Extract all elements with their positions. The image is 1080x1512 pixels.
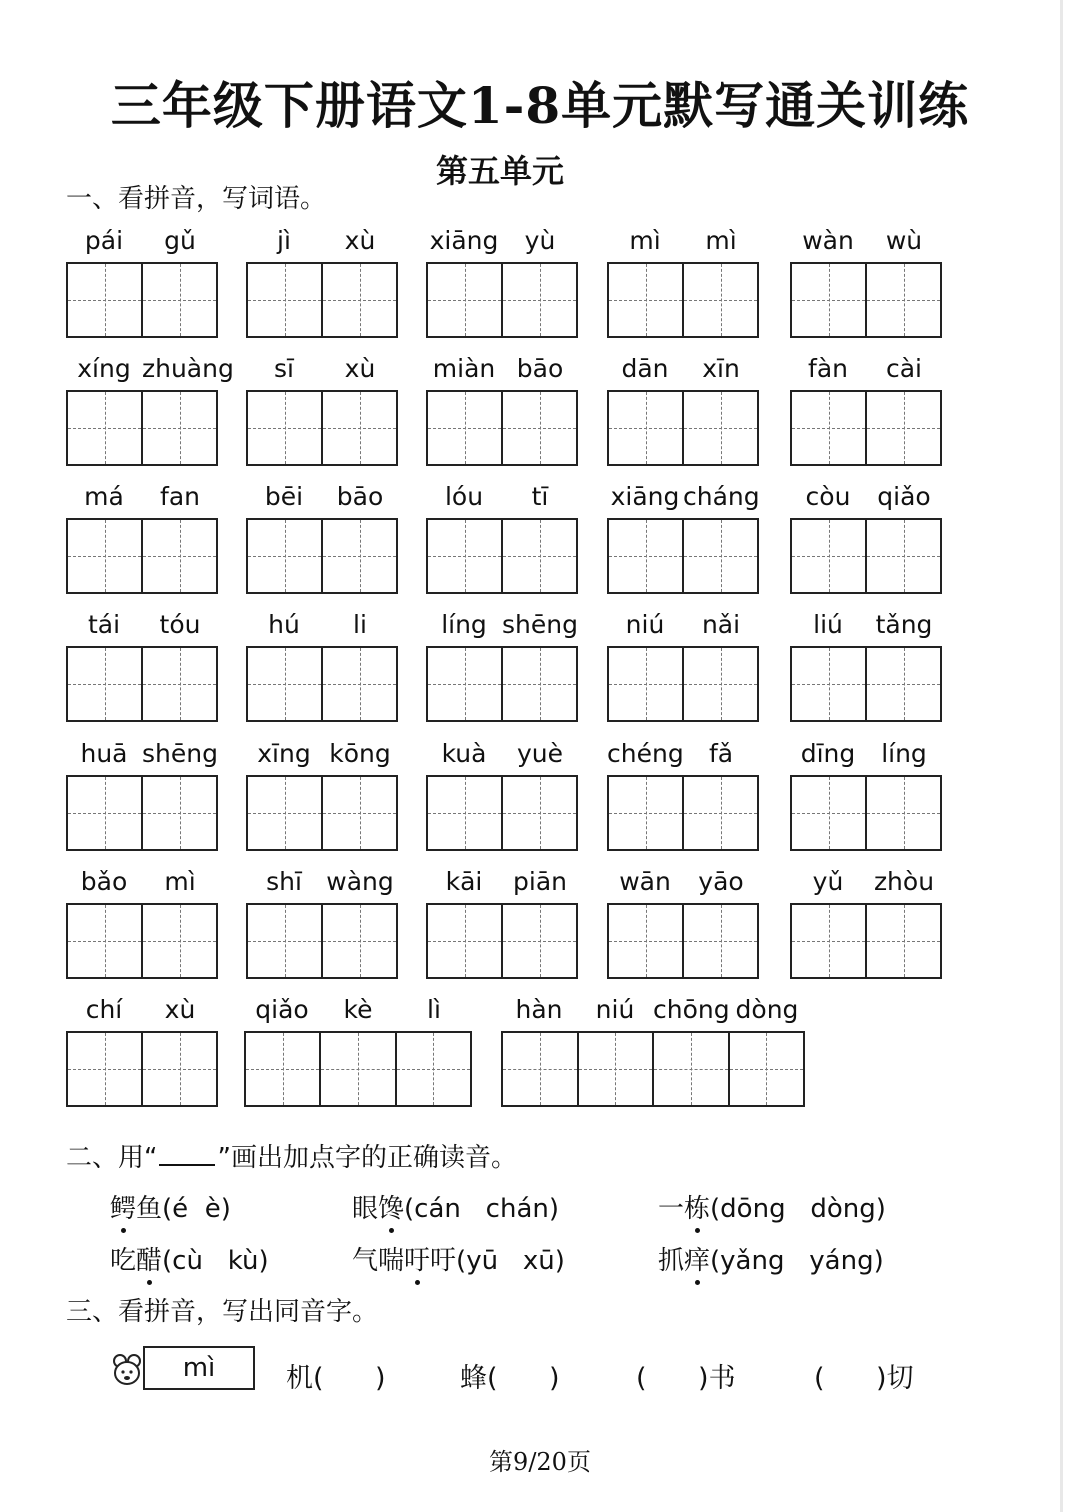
dotted-character xyxy=(684,1194,710,1224)
reading-choice-item xyxy=(352,1188,559,1225)
pinyin-syllable: dīng xyxy=(800,739,856,768)
writing-grid[interactable] xyxy=(246,646,398,722)
dotted-character xyxy=(378,1194,404,1224)
pinyin-syllable: liú xyxy=(813,610,843,639)
writing-cell[interactable] xyxy=(248,520,323,592)
writing-grid[interactable] xyxy=(246,518,398,594)
writing-cell[interactable] xyxy=(503,648,576,720)
writing-cell[interactable] xyxy=(428,392,503,464)
word-suffix: 鱼 xyxy=(136,1194,163,1224)
pinyin-syllable: niú xyxy=(595,995,635,1024)
pinyin-syllable: má xyxy=(84,482,124,511)
pinyin-syllable: líng xyxy=(441,610,487,639)
page-edge xyxy=(1060,0,1063,1512)
pinyin-syllable: kuà xyxy=(441,739,487,768)
writing-cell[interactable] xyxy=(143,264,216,336)
writing-grid[interactable] xyxy=(426,390,578,466)
pinyin-syllable: tī xyxy=(531,482,549,511)
writing-grid[interactable] xyxy=(66,1031,218,1107)
homophone-blank[interactable]: ( )书 xyxy=(636,1363,736,1394)
writing-grid[interactable] xyxy=(790,262,942,338)
homophone-pinyin-box: mì xyxy=(143,1346,255,1390)
writing-grid[interactable] xyxy=(66,262,218,338)
section2-heading-suffix: ”画出加点字的正确读音。 xyxy=(217,1143,517,1173)
writing-cell[interactable] xyxy=(609,648,684,720)
writing-cell[interactable] xyxy=(428,264,503,336)
pinyin-syllable: xíng xyxy=(77,354,131,383)
pinyin-syllable: lì xyxy=(427,995,441,1024)
writing-cell[interactable] xyxy=(503,264,576,336)
writing-cell[interactable] xyxy=(792,777,867,849)
pinyin-syllable: miàn xyxy=(432,354,496,383)
writing-cell[interactable] xyxy=(579,1033,655,1105)
pinyin-syllable: li xyxy=(353,610,367,639)
pinyin-syllable: mì xyxy=(164,867,196,896)
writing-grid[interactable] xyxy=(607,775,759,851)
reading-choice-item xyxy=(110,1188,231,1225)
pinyin-syllable: shēng xyxy=(142,739,218,768)
pinyin-syllable: tǎng xyxy=(875,610,933,639)
pinyin-syllable: kāi xyxy=(445,867,483,896)
pinyin-syllable: xiāng xyxy=(429,226,499,255)
section2-heading xyxy=(66,1137,517,1174)
writing-cell[interactable] xyxy=(428,777,503,849)
writing-cell[interactable] xyxy=(68,520,143,592)
reading-options[interactable]: (yǎng yáng) xyxy=(710,1246,884,1276)
dotted-character xyxy=(110,1194,136,1224)
pinyin-syllable: nǎi xyxy=(701,610,741,639)
pinyin-syllable: chéng xyxy=(607,739,684,768)
writing-cell[interactable] xyxy=(792,905,867,977)
pinyin-syllable: kè xyxy=(343,995,373,1024)
reading-choice-item xyxy=(352,1240,565,1277)
reading-options[interactable]: (dōng dòng) xyxy=(710,1194,886,1224)
writing-cell[interactable] xyxy=(428,520,503,592)
pinyin-syllable: xù xyxy=(344,354,376,383)
writing-cell[interactable] xyxy=(609,392,684,464)
writing-cell[interactable] xyxy=(503,520,576,592)
writing-grid[interactable] xyxy=(244,1031,472,1107)
writing-grid[interactable] xyxy=(790,390,942,466)
pinyin-syllable: zhòu xyxy=(873,867,935,896)
pinyin-syllable: kōng xyxy=(329,739,391,768)
pinyin-syllable: cài xyxy=(885,354,922,383)
writing-cell[interactable] xyxy=(684,264,757,336)
pinyin-syllable: bēi xyxy=(264,482,304,511)
pinyin-syllable: zhuàng xyxy=(142,354,234,383)
pinyin-syllable: mì xyxy=(705,226,737,255)
pinyin-syllable: tóu xyxy=(159,610,201,639)
pinyin-syllable: huā xyxy=(80,739,128,768)
writing-cell[interactable] xyxy=(68,264,143,336)
writing-cell[interactable] xyxy=(68,905,143,977)
dotted-character-text: 醋 xyxy=(136,1246,163,1276)
writing-grid[interactable] xyxy=(246,903,398,979)
writing-grid[interactable] xyxy=(66,903,218,979)
writing-cell[interactable] xyxy=(609,905,684,977)
dotted-character xyxy=(684,1246,710,1276)
writing-cell[interactable] xyxy=(68,777,143,849)
writing-cell[interactable] xyxy=(684,392,757,464)
writing-grid[interactable] xyxy=(66,775,218,851)
writing-cell[interactable] xyxy=(143,520,216,592)
reading-choice-item xyxy=(658,1188,886,1225)
word-prefix: 眼 xyxy=(352,1194,379,1224)
writing-cell[interactable] xyxy=(397,1033,470,1105)
writing-grid[interactable] xyxy=(426,262,578,338)
writing-grid[interactable] xyxy=(501,1031,805,1107)
pinyin-syllable: wàn xyxy=(802,226,854,255)
homophone-blank[interactable]: 机( ) xyxy=(286,1363,386,1394)
writing-cell[interactable] xyxy=(792,392,867,464)
writing-grid[interactable] xyxy=(426,646,578,722)
page-number: 第9/20页 xyxy=(489,1448,591,1476)
writing-cell[interactable] xyxy=(68,1033,143,1105)
pinyin-syllable: fǎ xyxy=(708,739,734,768)
pinyin-syllable: xù xyxy=(344,226,376,255)
writing-cell[interactable] xyxy=(609,777,684,849)
word-prefix: 抓 xyxy=(658,1246,685,1276)
homophone-blank[interactable]: 蜂( ) xyxy=(460,1363,560,1394)
writing-cell[interactable] xyxy=(867,777,940,849)
writing-cell[interactable] xyxy=(684,648,757,720)
dotted-character-text: 吁 xyxy=(404,1246,431,1276)
writing-cell[interactable] xyxy=(503,777,576,849)
pinyin-syllable: yù xyxy=(524,226,556,255)
dotted-character xyxy=(136,1246,162,1276)
writing-cell[interactable] xyxy=(143,777,216,849)
pinyin-syllable: fan xyxy=(160,482,200,511)
writing-cell[interactable] xyxy=(654,1033,730,1105)
pinyin-syllable: hàn xyxy=(515,995,563,1024)
pinyin-syllable: tái xyxy=(87,610,121,639)
writing-cell[interactable] xyxy=(730,1033,804,1105)
unit-subtitle: 第五单元 xyxy=(435,152,564,190)
writing-cell[interactable] xyxy=(323,905,396,977)
emphasis-dot-icon xyxy=(415,1280,420,1285)
emphasis-dot-icon xyxy=(695,1228,700,1233)
writing-grid[interactable] xyxy=(607,390,759,466)
writing-cell[interactable] xyxy=(143,392,216,464)
emphasis-dot-icon xyxy=(147,1280,152,1285)
pinyin-syllable: bāo xyxy=(336,482,384,511)
writing-cell[interactable] xyxy=(248,905,323,977)
pinyin-syllable: wān xyxy=(619,867,671,896)
pinyin-syllable: yuè xyxy=(516,739,564,768)
pinyin-syllable: cháng xyxy=(683,482,760,511)
writing-cell[interactable] xyxy=(867,905,940,977)
writing-grid[interactable] xyxy=(607,518,759,594)
writing-cell[interactable] xyxy=(323,777,396,849)
pinyin-syllable: dòng xyxy=(735,995,799,1024)
dotted-character-text: 馋 xyxy=(378,1194,405,1224)
writing-grid[interactable] xyxy=(246,262,398,338)
pinyin-syllable: niú xyxy=(625,610,665,639)
writing-cell[interactable] xyxy=(68,648,143,720)
page-title: 三年级下册语文1-8单元默写通关训练 xyxy=(110,76,970,135)
writing-cell[interactable] xyxy=(143,648,216,720)
pinyin-syllable: piān xyxy=(513,867,567,896)
pinyin-syllable: mì xyxy=(629,226,661,255)
pinyin-syllable: bǎo xyxy=(80,867,128,896)
pinyin-syllable: bāo xyxy=(516,354,564,383)
writing-cell[interactable] xyxy=(428,905,503,977)
pinyin-syllable: pái xyxy=(84,226,124,255)
writing-cell[interactable] xyxy=(867,392,940,464)
pinyin-syllable: hú xyxy=(268,610,300,639)
writing-cell[interactable] xyxy=(684,777,757,849)
writing-cell[interactable] xyxy=(323,392,396,464)
writing-cell[interactable] xyxy=(143,1033,216,1105)
reading-choice-item xyxy=(658,1240,884,1277)
pinyin-syllable: dān xyxy=(621,354,669,383)
writing-grid[interactable] xyxy=(246,775,398,851)
pinyin-syllable: gǔ xyxy=(164,226,196,255)
writing-cell[interactable] xyxy=(248,264,323,336)
pinyin-syllable: qiǎo xyxy=(877,482,931,511)
writing-cell[interactable] xyxy=(684,520,757,592)
word-prefix: 吃 xyxy=(110,1246,137,1276)
pinyin-syllable: xīng xyxy=(257,739,311,768)
pinyin-syllable: yāo xyxy=(698,867,744,896)
section2-heading-prefix: 二、用“ xyxy=(66,1143,158,1173)
pinyin-syllable: jì xyxy=(277,226,291,255)
reading-options[interactable]: (cán chán) xyxy=(404,1194,560,1224)
emphasis-dot-icon xyxy=(695,1280,700,1285)
writing-cell[interactable] xyxy=(323,264,396,336)
pinyin-syllable: yǔ xyxy=(812,867,844,896)
word-prefix: 气喘 xyxy=(352,1246,405,1276)
writing-cell[interactable] xyxy=(248,392,323,464)
pinyin-syllable: shī xyxy=(266,867,302,896)
writing-cell[interactable] xyxy=(609,520,684,592)
writing-cell[interactable] xyxy=(792,520,867,592)
writing-grid[interactable] xyxy=(790,646,942,722)
writing-grid[interactable] xyxy=(426,518,578,594)
writing-cell[interactable] xyxy=(143,905,216,977)
dotted-character-text: 痒 xyxy=(684,1246,711,1276)
pinyin-syllable: xīn xyxy=(702,354,740,383)
writing-cell[interactable] xyxy=(867,264,940,336)
writing-grid[interactable] xyxy=(426,903,578,979)
writing-cell[interactable] xyxy=(68,392,143,464)
writing-cell[interactable] xyxy=(867,520,940,592)
writing-grid[interactable] xyxy=(66,390,218,466)
pinyin-syllable: líng xyxy=(881,739,927,768)
pinyin-syllable: fàn xyxy=(808,354,848,383)
writing-cell[interactable] xyxy=(323,648,396,720)
writing-grid[interactable] xyxy=(790,775,942,851)
writing-cell[interactable] xyxy=(867,648,940,720)
writing-cell[interactable] xyxy=(503,1033,579,1105)
dotted-character-text: 栋 xyxy=(684,1194,711,1224)
reading-options[interactable]: (cù kù) xyxy=(162,1246,269,1276)
emphasis-dot-icon xyxy=(121,1228,126,1233)
dotted-character xyxy=(404,1246,430,1276)
writing-grid[interactable] xyxy=(607,262,759,338)
reading-options[interactable]: (é è) xyxy=(162,1194,231,1224)
pinyin-syllable: shēng xyxy=(502,610,578,639)
pinyin-syllable: xiāng xyxy=(610,482,680,511)
word-suffix: 吁 xyxy=(430,1246,457,1276)
writing-cell[interactable] xyxy=(503,392,576,464)
underline-blank xyxy=(159,1144,215,1166)
writing-cell[interactable] xyxy=(609,264,684,336)
writing-grid[interactable] xyxy=(790,518,942,594)
writing-grid[interactable] xyxy=(607,646,759,722)
pinyin-syllable: wàng xyxy=(326,867,394,896)
writing-cell[interactable] xyxy=(248,777,323,849)
pinyin-syllable: còu xyxy=(805,482,851,511)
section3-heading: 三、看拼音，写出同音字。 xyxy=(66,1297,379,1327)
writing-grid[interactable] xyxy=(66,518,218,594)
pinyin-syllable: wù xyxy=(885,226,923,255)
section1-heading: 一、看拼音，写词语。 xyxy=(66,184,327,214)
writing-cell[interactable] xyxy=(321,1033,396,1105)
pinyin-syllable: qiǎo xyxy=(255,995,309,1024)
pinyin-syllable: lóu xyxy=(444,482,484,511)
writing-cell[interactable] xyxy=(323,520,396,592)
pinyin-syllable: chōng xyxy=(653,995,730,1024)
pinyin-syllable: xù xyxy=(164,995,196,1024)
writing-cell[interactable] xyxy=(684,905,757,977)
reading-options[interactable]: (yū xū) xyxy=(456,1246,565,1276)
emphasis-dot-icon xyxy=(389,1228,394,1233)
writing-grid[interactable] xyxy=(66,646,218,722)
pinyin-syllable: sī xyxy=(274,354,294,383)
pinyin-syllable: chí xyxy=(85,995,123,1024)
reading-choice-item xyxy=(110,1240,269,1277)
writing-cell[interactable] xyxy=(792,264,867,336)
writing-cell[interactable] xyxy=(246,1033,321,1105)
dotted-character-text: 鳄 xyxy=(110,1194,137,1224)
writing-grid[interactable] xyxy=(246,390,398,466)
homophone-blank[interactable]: ( )切 xyxy=(814,1363,914,1394)
writing-grid[interactable] xyxy=(790,903,942,979)
writing-cell[interactable] xyxy=(503,905,576,977)
writing-grid[interactable] xyxy=(426,775,578,851)
writing-cell[interactable] xyxy=(428,648,503,720)
writing-cell[interactable] xyxy=(248,648,323,720)
word-prefix: 一 xyxy=(658,1194,685,1224)
writing-cell[interactable] xyxy=(792,648,867,720)
writing-grid[interactable] xyxy=(607,903,759,979)
